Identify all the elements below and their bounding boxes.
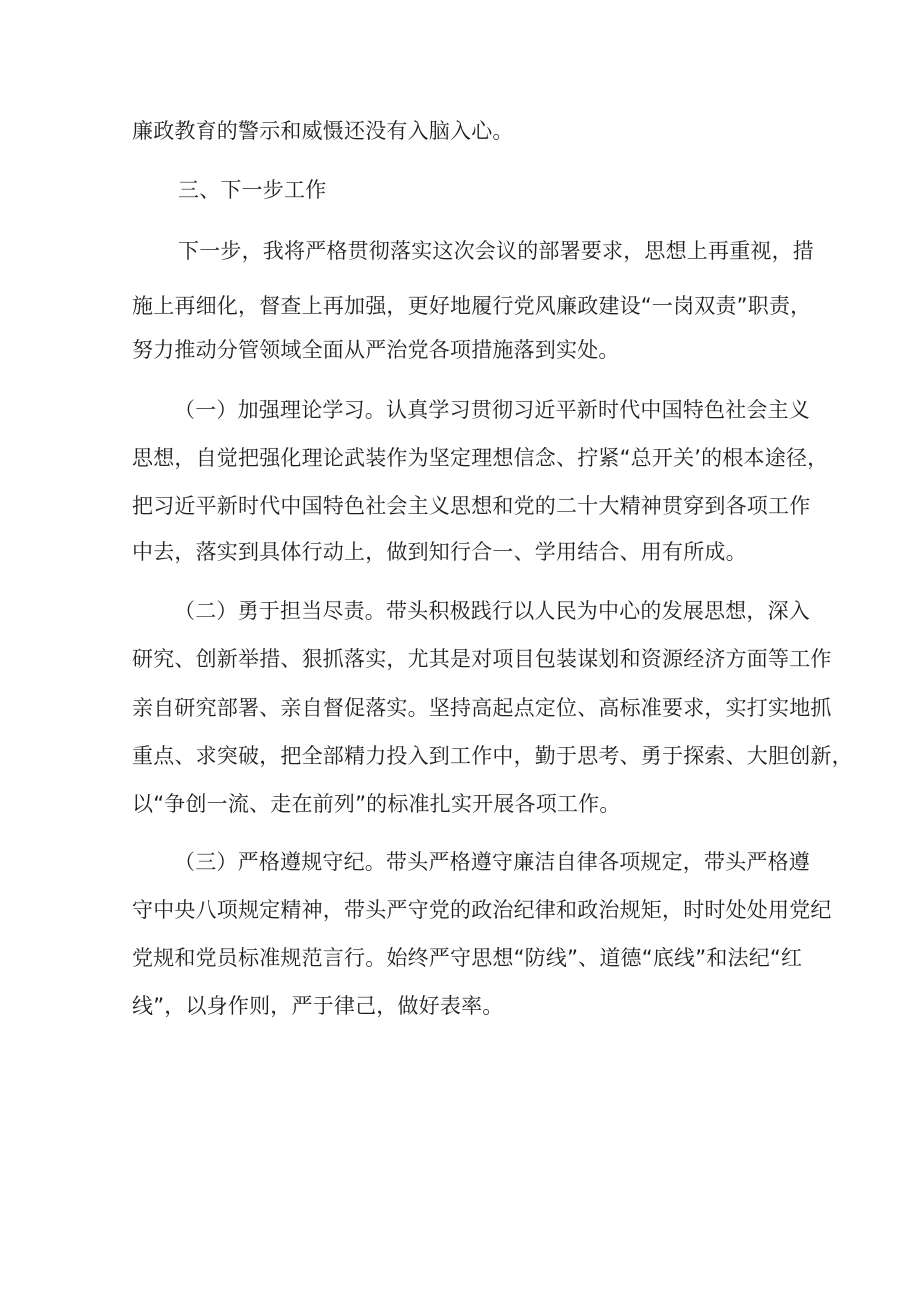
paragraph-line: 党规和党员标准规范言行。始终严守思想“防线”、道德“底线”和法纪“红 <box>132 946 803 970</box>
paragraph-line: 重点、求突破，把全部精力投入到工作中，勤于思考、勇于探索、大胆创新， <box>132 744 853 768</box>
section-heading: 三、下一步工作 <box>178 178 327 202</box>
paragraph-line: 施上再细化，督查上再加强，更好地履行党风廉政建设“一岗双责”职责， <box>132 294 812 318</box>
paragraph-line: 线”，以身作则，严于律己，做好表率。 <box>132 994 504 1018</box>
paragraph-line: 亲自研究部署、亲自督促落实。坚持高起点定位、高标准要求，实打实地抓 <box>132 696 832 720</box>
paragraph-line: 以“争创一流、走在前列”的标准扎实开展各项工作。 <box>132 792 621 816</box>
paragraph-line: 下一步，我将严格贯彻落实这次会议的部署要求，思想上再重视，措 <box>178 239 814 263</box>
paragraph-line: （二）勇于担当尽责。带头积极践行以人民为中心的发展思想，深入 <box>174 599 810 623</box>
paragraph-line: 思想，自觉把强化理论武装作为坚定理想信念、拧紧“总开关’的根本途径， <box>132 446 829 470</box>
paragraph-line: 研究、创新举措、狠抓落实，尤其是对项目包装谋划和资源经济方面等工作 <box>132 647 832 671</box>
paragraph-line: 努力推动分管领域全面从严治党各项措施落到实处。 <box>132 338 620 362</box>
paragraph-line: 中去，落实到具体行动上，做到知行合一、学用结合、用有所成。 <box>132 540 747 564</box>
paragraph-line: （一）加强理论学习。认真学习贯彻习近平新时代中国特色社会主义 <box>174 398 810 422</box>
paragraph-line: 把习近平新时代中国特色社会主义思想和党的二十大精神贯穿到各项工作 <box>132 494 811 518</box>
paragraph-line: 廉政教育的警示和威慑还没有入脑入心。 <box>132 119 514 143</box>
paragraph-line: （三）严格遵规守纪。带头严格遵守廉洁自律各项规定，带头严格遵 <box>174 850 810 874</box>
paragraph-line: 守中央八项规定精神，带头严守党的政治纪律和政治规矩，时时处处用党纪 <box>132 898 832 922</box>
